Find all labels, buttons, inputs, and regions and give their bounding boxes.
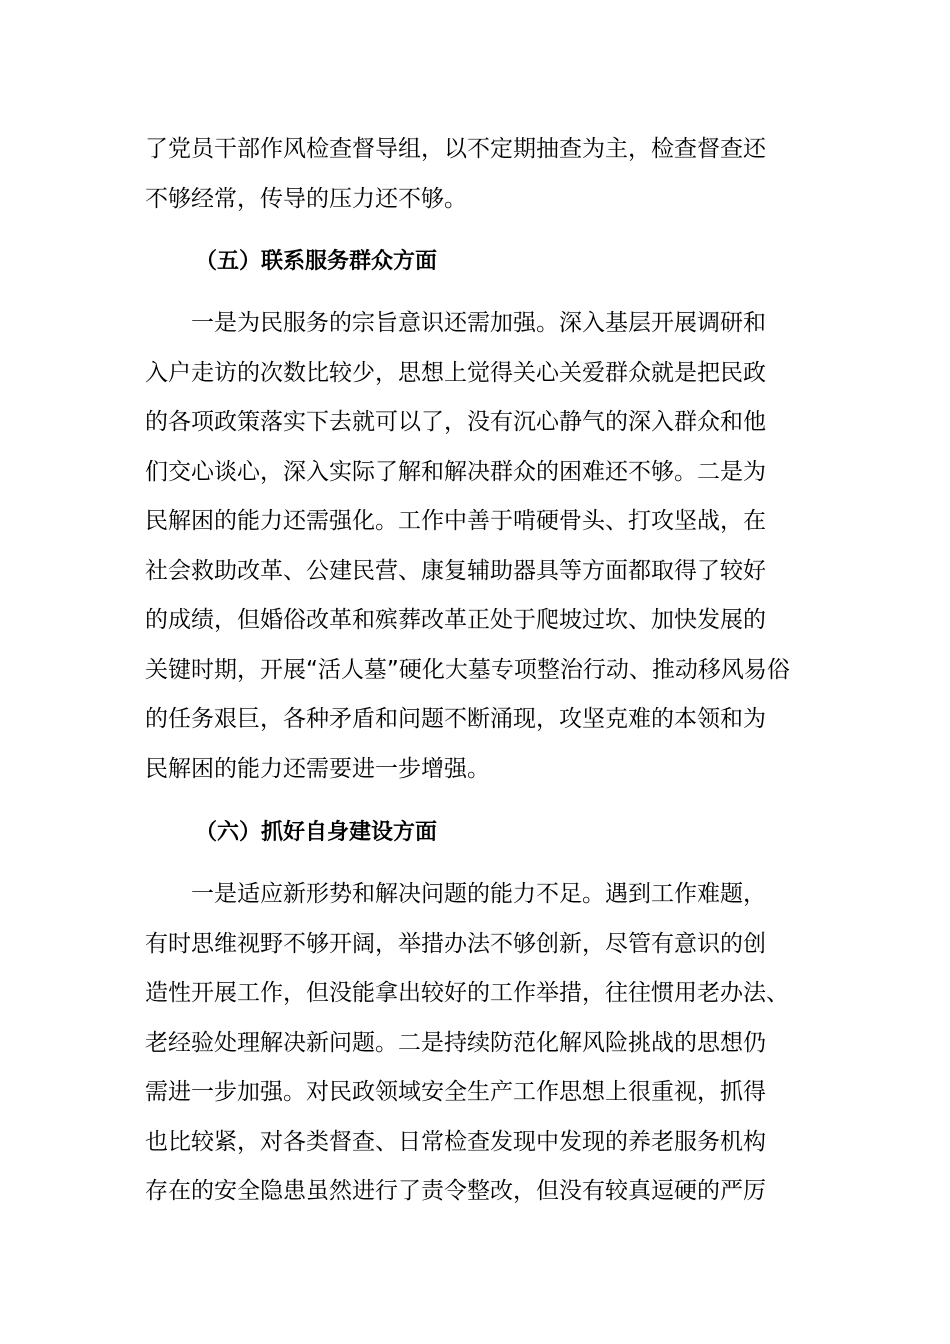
paragraph-line: 了党员干部作风检查督导组，以不定期抽查为主，检查督查还 [145,136,766,162]
paragraph-line: 老经验处理解决新问题。二是持续防范化解风险挑战的思想仍 [145,1029,766,1056]
paragraph-line: 需进一步加强。对民政领域安全生产工作思想上很重视，抓得 [145,1079,766,1105]
paragraph-line: 造性开展工作，但没能拿出较好的工作举措，往往惯用老办法、 [145,980,789,1006]
paragraph-5 [145,299,810,794]
paragraph-line: 关键时期，开展“活人墓”硬化大墓专项整治行动、推动移风易俗 [145,656,790,683]
paragraph-line: 民解困的能力还需要进一步增强。 [145,755,490,782]
paragraph-line: 的成绩，但婚俗改革和殡葬改革正处于爬坡过坎、加快发展的 [145,607,766,633]
paragraph-line: 的任务艰巨，各种矛盾和问题不断涌现，攻坚克难的本领和为 [145,706,766,732]
paragraph-line: 们交心谈心，深入实际了解和解决群众的困难还不够。二是为 [145,458,766,485]
paragraph-continued [145,125,810,224]
paragraph-line: 一是适应新形势和解决问题的能力不足。遇到工作难题， [191,881,766,907]
paragraph-line: 的各项政策落实下去就可以了，没有沉心静气的深入群众和他 [145,409,766,435]
section-heading-5 [145,237,810,287]
paragraph-line: 存在的安全隐患虽然进行了责令整改，但没有较真逗硬的严厉 [145,1178,766,1204]
paragraph-line: 社会救助改革、公建民营、康复辅助器具等方面都取得了较好 [145,557,766,584]
paragraph-line: 民解困的能力还需强化。工作中善于啃硬骨头、打攻坚战，在 [145,508,766,534]
section-heading-6 [145,808,810,858]
paragraph-line: 有时思维视野不够开阔，举措办法不够创新，尽管有意识的创 [145,930,766,957]
paragraph-line: 也比较紧，对各类督查、日常检查发现中发现的养老服务机构 [145,1128,766,1155]
paragraph-line: 一是为民服务的宗旨意识还需加强。深入基层开展调研和 [191,310,766,336]
heading-text: （六）抓好自身建设方面 [195,820,438,845]
paragraph-6 [145,870,810,1217]
heading-text: （五）联系服务群众方面 [195,249,438,274]
paragraph-line: 不够经常，传导的压力还不够。 [145,185,467,212]
paragraph-line: 入户走访的次数比较少，思想上觉得关心关爱群众就是把民政 [145,359,766,386]
